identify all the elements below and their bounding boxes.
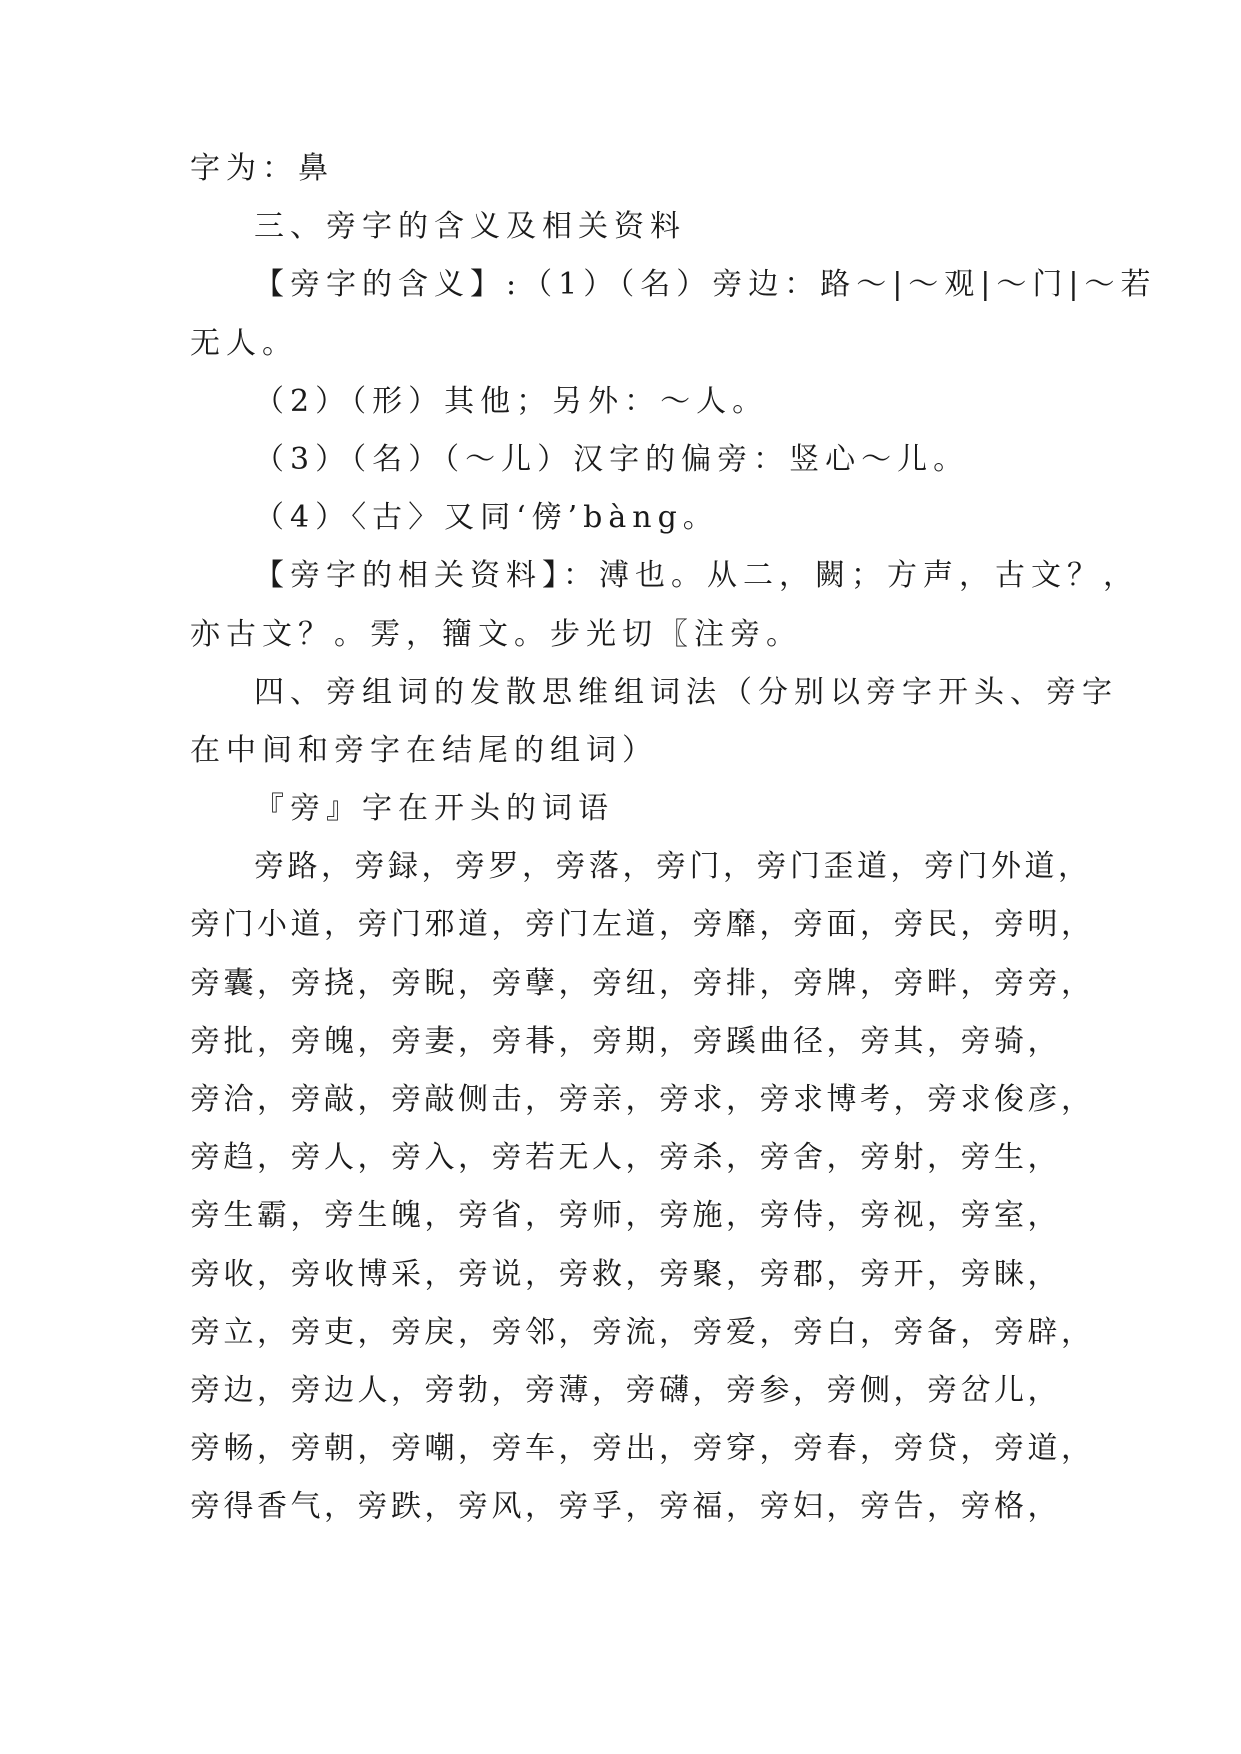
section-heading-4: 四、旁组词的发散思维组词法（分别以旁字开头、旁字 [254,674,1118,710]
section-heading-3: 三、旁字的含义及相关资料 [254,209,686,245]
word-list-line: 旁畅，旁朝，旁嘲，旁车，旁出，旁穿，旁春，旁贷，旁道， [190,1431,1095,1467]
word-list-line: 旁生霸，旁生魄，旁省，旁师，旁施，旁侍，旁视，旁室， [190,1198,1061,1234]
word-list-line: 旁囊，旁挠，旁睨，旁孽，旁纽，旁排，旁牌，旁畔，旁旁， [190,965,1095,1001]
word-list-line: 旁立，旁吏，旁戾，旁邻，旁流，旁爱，旁白，旁备，旁辟， [190,1314,1095,1350]
meaning-line-4: （4）〈古〉又同‘傍’bàng。 [254,500,719,536]
related-material-line-cont: 亦古文？。雱，籒文。步光切〖注旁。 [190,616,802,652]
word-list-line: 旁趋，旁人，旁入，旁若无人，旁杀，旁舍，旁射，旁生， [190,1140,1061,1176]
meaning-line-1: 【旁字的含义】:（1）（名）旁边：路～|～观|～门|～若 [254,267,1157,303]
word-list-line: 旁门小道，旁门邪道，旁门左道，旁靡，旁面，旁民，旁明， [190,907,1095,943]
related-material-line: 【旁字的相关资料】：溥也。从二，闕；方声，古文？， [254,558,1139,594]
word-list-line: 旁边，旁边人，旁勃，旁薄，旁礴，旁参，旁侧，旁岔儿， [190,1372,1061,1408]
meaning-line-1-cont: 无人。 [190,325,298,361]
document-page [190,140,1157,1537]
subheading-words-starting: 『旁』字在开头的词语 [254,791,614,827]
meaning-line-3: （3）（名）（～儿）汉字的偏旁：竖心～儿。 [254,441,970,477]
word-list-line: 旁路，旁録，旁罗，旁落，旁门，旁门歪道，旁门外道， [254,849,1092,885]
section-heading-4-cont: 在中间和旁字在结尾的组词） [190,732,658,768]
word-list-line: 旁批，旁魄，旁妻，旁朞，旁期，旁蹊曲径，旁其，旁骑， [190,1023,1061,1059]
word-list-line: 旁洽，旁敲，旁敲侧击，旁亲，旁求，旁求博考，旁求俊彦， [190,1082,1095,1117]
word-list-line: 旁得香气，旁跌，旁风，旁孚，旁福，旁妇，旁告，旁格， [190,1489,1061,1525]
word-list-line: 旁收，旁收博采，旁说，旁救，旁聚，旁郡，旁开，旁睐， [190,1256,1061,1292]
meaning-line-2: （2）（形）其他；另外：～人。 [254,383,769,419]
text-line-1: 字为：鼻 [190,151,334,186]
